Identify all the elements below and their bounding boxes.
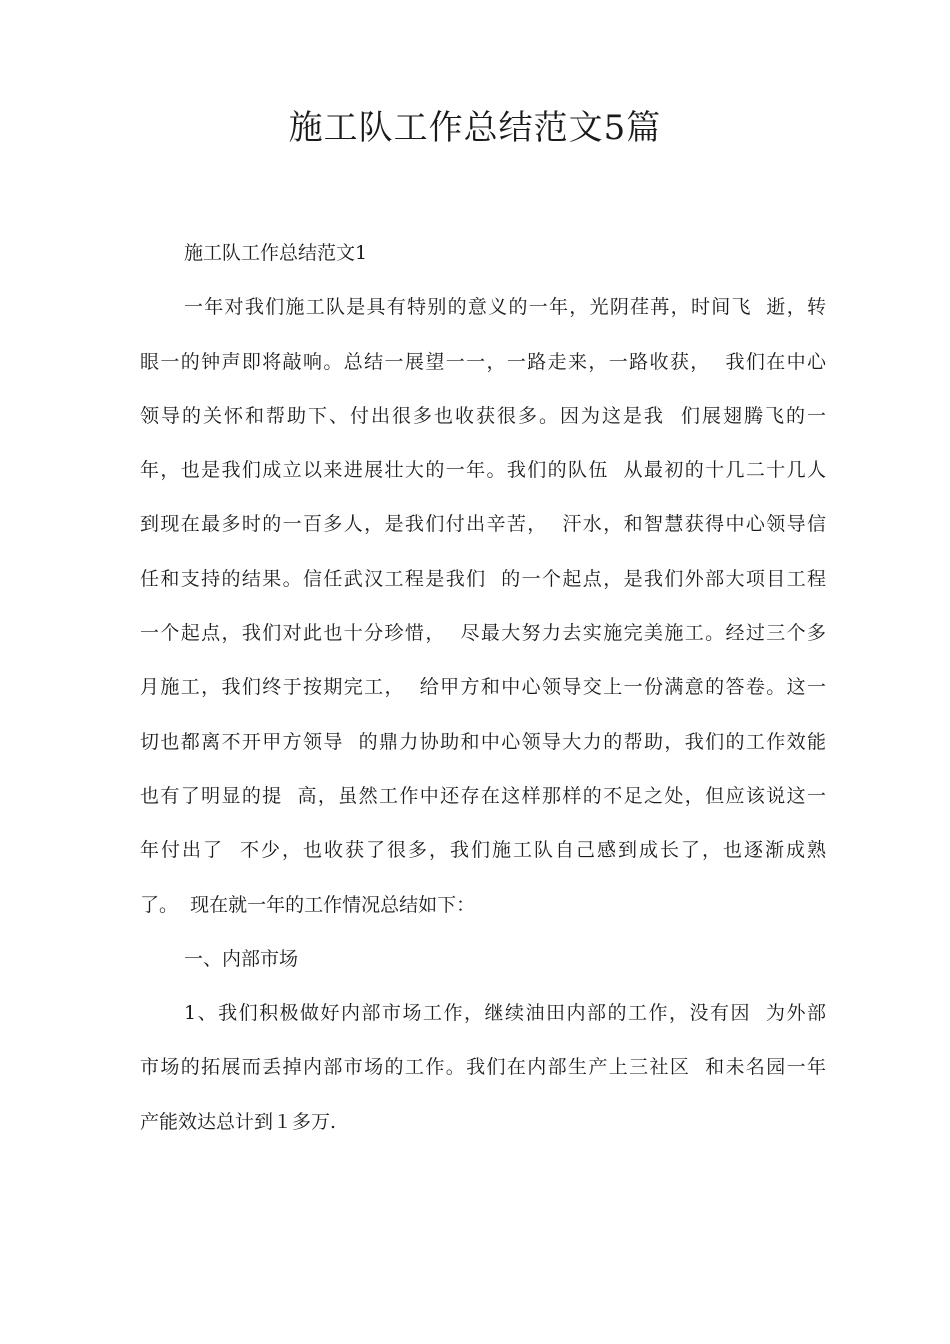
paragraph-line: 一个起点，我们对此也十分珍惜， 尽最大努力去实施完美施工。经过三个多 — [140, 622, 826, 645]
document-body — [140, 226, 826, 1149]
subheading-internal-market: 一、内部市场 — [184, 947, 299, 970]
paragraph-line: 1、我们积极做好内部市场工作，继续油田内部的工作，没有因 为外部 — [184, 1002, 826, 1025]
paragraph-line: 市场的拓展而丢掉内部市场的工作。我们在内部生产上三社区 和未名园一年 — [140, 1056, 826, 1079]
paragraph-line: 到现在最多时的一百多人，是我们付出辛苦， 汗水，和智慧获得中心领导信 — [140, 513, 826, 536]
paragraph-line: 年，也是我们成立以来进展壮大的一年。我们的队伍 从最初的十几二十几人 — [140, 459, 826, 482]
paragraph-line: 眼一的钟声即将敲响。总结一展望一一，一路走来，一路收获， 我们在中心 — [140, 350, 826, 373]
paragraph-line: 产能效达总计到１多万. — [140, 1110, 337, 1133]
paragraph-line: 也有了明显的提 高，虽然工作中还存在这样那样的不足之处，但应该说这一 — [140, 784, 826, 807]
paragraph-line: 切也都离不开甲方领导 的鼎力协助和中心领导大力的帮助，我们的工作效能 — [140, 730, 826, 753]
paragraph-line: 月施工，我们终于按期完工， 给甲方和中心领导交上一份满意的答卷。这一 — [140, 676, 826, 699]
paragraph-line: 了。 现在就一年的工作情况总结如下： — [140, 893, 476, 916]
section-heading: 施工队工作总结范文1 — [184, 242, 368, 264]
paragraph-line: 一年对我们施工队是具有特别的意义的一年，光阴荏苒，时间飞 逝，转 — [184, 296, 826, 319]
document-title: 施工队工作总结范文5篇 — [288, 108, 662, 148]
paragraph-line: 年付出了 不少，也收获了很多，我们施工队自己感到成长了，也逐渐成熟 — [140, 839, 826, 862]
paragraph-line: 领导的关怀和帮助下、付出很多也收获很多。因为这是我 们展翅腾飞的一 — [140, 404, 826, 427]
paragraph-line: 任和支持的结果。信任武汉工程是我们 的一个起点，是我们外部大项目工程 — [140, 567, 826, 590]
paragraph-1 — [140, 280, 826, 932]
paragraph-2 — [140, 986, 826, 1149]
